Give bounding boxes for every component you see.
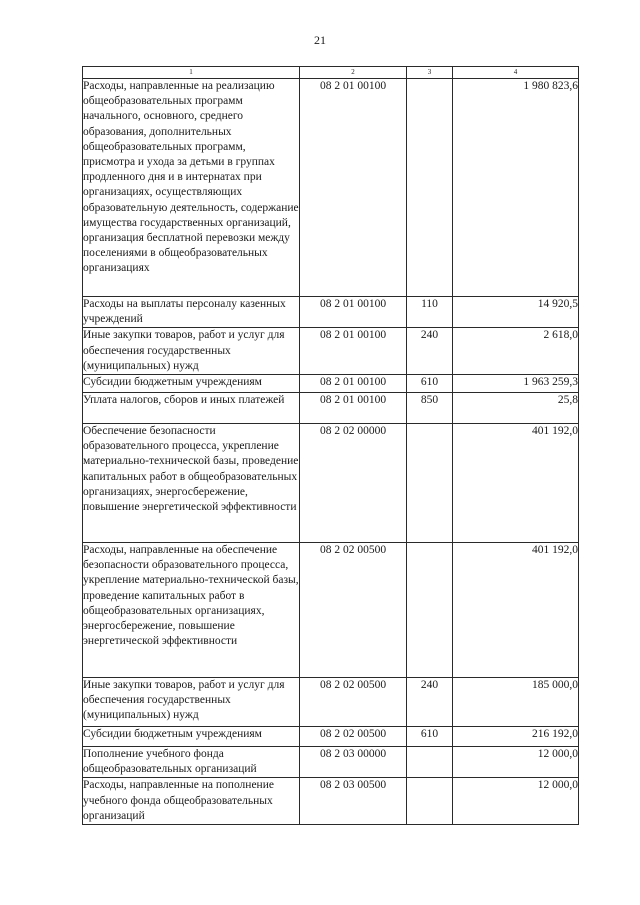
table-row <box>83 79 579 297</box>
row-type: 850 <box>407 393 453 424</box>
row-type: 610 <box>407 375 453 393</box>
row-code: 08 2 02 00500 <box>300 543 407 678</box>
row-type <box>407 424 453 543</box>
row-name: Субсидии бюджетным учреждениям <box>83 375 300 393</box>
row-name: Иные закупки товаров, работ и услуг для обеспечения государственных (муниципальных) нужд <box>83 328 300 375</box>
row-type: 610 <box>407 727 453 747</box>
row-amount: 14 920,5 <box>453 297 579 328</box>
row-name: Расходы, направленные на реализацию общеобразовательных программ начального, основного, среднего образования, дополнительных общеобразовательных программ, присмотра и ухода за детьми в группах продленного дня и в интернатах при организациях, осуществляющих образовательную деятельность, содержание имущества государственных организаций, организация бесплатной перевозки между поселениями в общеобразовательных организациях <box>83 79 300 297</box>
row-name: Расходы, направленные на обеспечение безопасности образовательного процесса, укрепление материально-технической базы, проведение капитальных работ в общеобразовательных организациях, энергосбережение, повышение энергетической эффективности <box>83 543 300 678</box>
row-code: 08 2 01 00100 <box>300 79 407 297</box>
table-row <box>83 747 579 778</box>
row-amount: 12 000,0 <box>453 747 579 778</box>
table-row <box>83 678 579 727</box>
row-name: Уплата налогов, сборов и иных платежей <box>83 393 300 424</box>
row-type: 110 <box>407 297 453 328</box>
table-row <box>83 297 579 328</box>
row-code: 08 2 01 00100 <box>300 328 407 375</box>
row-name: Субсидии бюджетным учреждениям <box>83 727 300 747</box>
row-code: 08 2 02 00500 <box>300 727 407 747</box>
row-amount: 401 192,0 <box>453 543 579 678</box>
row-amount: 1 963 259,3 <box>453 375 579 393</box>
row-code: 08 2 02 00000 <box>300 424 407 543</box>
row-name: Пополнение учебного фонда общеобразовательных организаций <box>83 747 300 778</box>
row-type <box>407 79 453 297</box>
row-type <box>407 778 453 825</box>
row-amount: 1 980 823,6 <box>453 79 579 297</box>
row-name: Расходы на выплаты персоналу казенных учреждений <box>83 297 300 328</box>
table-row <box>83 424 579 543</box>
table-row <box>83 375 579 393</box>
budget-table <box>82 66 579 825</box>
row-code: 08 2 01 00100 <box>300 297 407 328</box>
row-code: 08 2 01 00100 <box>300 393 407 424</box>
column-header-3: 3 <box>407 67 453 79</box>
row-type: 240 <box>407 678 453 727</box>
table-row <box>83 727 579 747</box>
row-name: Обеспечение безопасности образовательного процесса, укрепление материально-технической базы, проведение капитальных работ в общеобразовательных организациях, энергосбережение, повышение энергетической эффективности <box>83 424 300 543</box>
row-amount: 401 192,0 <box>453 424 579 543</box>
row-type <box>407 543 453 678</box>
table-row <box>83 778 579 825</box>
row-code: 08 2 03 00000 <box>300 747 407 778</box>
table-row <box>83 543 579 678</box>
column-header-1: 1 <box>83 67 300 79</box>
row-amount: 25,8 <box>453 393 579 424</box>
table-row <box>83 328 579 375</box>
row-amount: 185 000,0 <box>453 678 579 727</box>
page-number: 21 <box>314 33 326 47</box>
column-header-4: 4 <box>453 67 579 79</box>
row-name: Иные закупки товаров, работ и услуг для обеспечения государственных (муниципальных) нужд <box>83 678 300 727</box>
row-type <box>407 747 453 778</box>
row-code: 08 2 02 00500 <box>300 678 407 727</box>
header-row <box>83 67 579 79</box>
row-amount: 2 618,0 <box>453 328 579 375</box>
row-code: 08 2 01 00100 <box>300 375 407 393</box>
table-row <box>83 393 579 424</box>
row-code: 08 2 03 00500 <box>300 778 407 825</box>
row-amount: 216 192,0 <box>453 727 579 747</box>
row-type: 240 <box>407 328 453 375</box>
row-amount: 12 000,0 <box>453 778 579 825</box>
row-name: Расходы, направленные на пополнение учебного фонда общеобразовательных организаций <box>83 778 300 825</box>
column-header-2: 2 <box>300 67 407 79</box>
